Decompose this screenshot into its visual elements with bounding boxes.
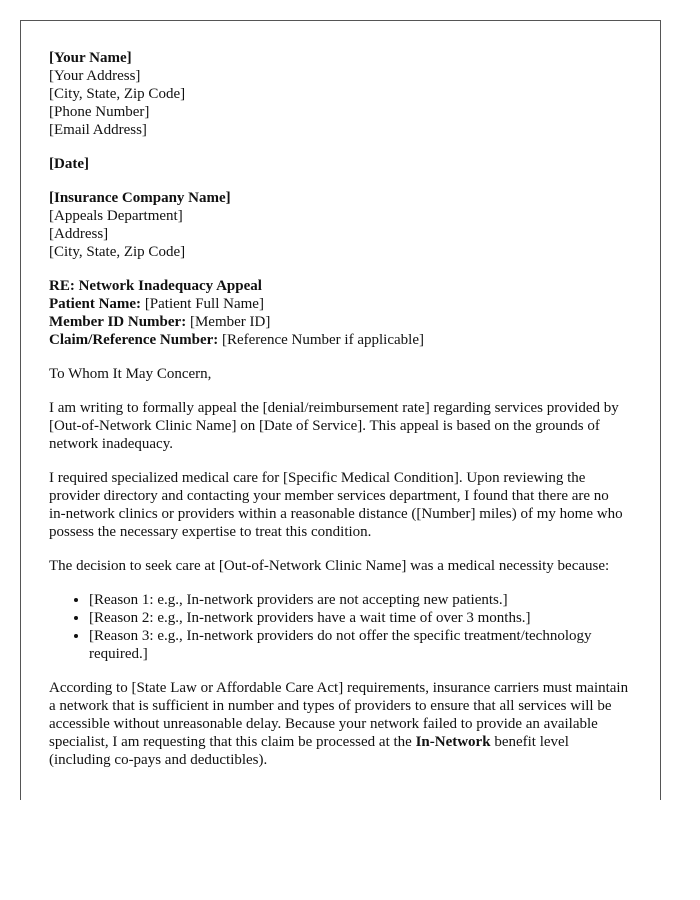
- patient-name-line: [49, 295, 629, 313]
- reasons-list: [49, 591, 629, 663]
- legal-request-text: According to [State Law or Affordable Care Act] requirements, insurance carriers must maintain a network that is sufficient in number and types of providers to ensure that all services will be accessible without unreasonable delay. Because your network failed to provide an available specialist, I am requesting that this claim be processed at the: [49, 680, 629, 750]
- paragraph-medical-need: I required specialized medical care for [Specific Medical Condition]. Upon reviewing the provider directory and contacting your member services department, I found that there are no in-network clinics or providers within a reasonable distance ([Number] miles) of my home who possess the necessary expertise to treat this condition.: [49, 470, 623, 540]
- paragraph-appeal-intro: I am writing to formally appeal the [denial/reimbursement rate] regarding services provided by [Out-of-Network Clinic Name] on [Date of Service]. This appeal is based on the grounds of network inadequacy.: [49, 400, 619, 452]
- recipient-city-state-zip: [City, State, Zip Code]: [49, 244, 186, 260]
- legal-request-tail: benefit level (including co-pays and deductibles).: [49, 734, 569, 768]
- reason-item: • [Reason 3: e.g., In-network providers do not offer the specific treatment/technology required.]: [89, 627, 629, 663]
- sender-name: [Your Name]: [49, 50, 132, 66]
- sender-phone: [Phone Number]: [49, 104, 150, 120]
- member-id-label: Member ID Number:: [49, 314, 187, 330]
- recipient-department: [Appeals Department]: [49, 208, 183, 224]
- recipient-company: [Insurance Company Name]: [49, 190, 231, 206]
- sender-address: [Your Address]: [49, 68, 141, 84]
- re-block: [49, 277, 629, 349]
- date-block: [49, 155, 629, 173]
- member-id-value: [Member ID]: [186, 314, 271, 330]
- letter-content: [49, 49, 629, 785]
- paragraph-legal-request: [49, 679, 629, 769]
- paragraph-necessity-intro: The decision to seek care at [Out-of-Network Clinic Name] was a medical necessity because:: [49, 558, 610, 574]
- sender-city-state-zip: [City, State, Zip Code]: [49, 86, 186, 102]
- claim-number-value: [Reference Number if applicable]: [218, 332, 424, 348]
- patient-name-label: Patient Name:: [49, 296, 142, 312]
- re-subject: RE: Network Inadequacy Appeal: [49, 278, 262, 294]
- member-id-line: [49, 313, 629, 331]
- salutation: To Whom It May Concern,: [49, 366, 212, 382]
- recipient-block: [49, 189, 629, 261]
- reason-item: • [Reason 1: e.g., In-network providers are not accepting new patients.]: [89, 591, 629, 609]
- sender-block: [49, 49, 629, 139]
- letter-date: [Date]: [49, 156, 89, 172]
- patient-name-value: [Patient Full Name]: [141, 296, 264, 312]
- in-network-emphasis: In-Network: [415, 734, 491, 750]
- letter-page: [20, 20, 661, 800]
- sender-email: [Email Address]: [49, 122, 147, 138]
- recipient-address: [Address]: [49, 226, 109, 242]
- claim-number-line: [49, 331, 629, 349]
- claim-number-label: Claim/Reference Number:: [49, 332, 219, 348]
- reason-item: • [Reason 2: e.g., In-network providers have a wait time of over 3 months.]: [89, 609, 629, 627]
